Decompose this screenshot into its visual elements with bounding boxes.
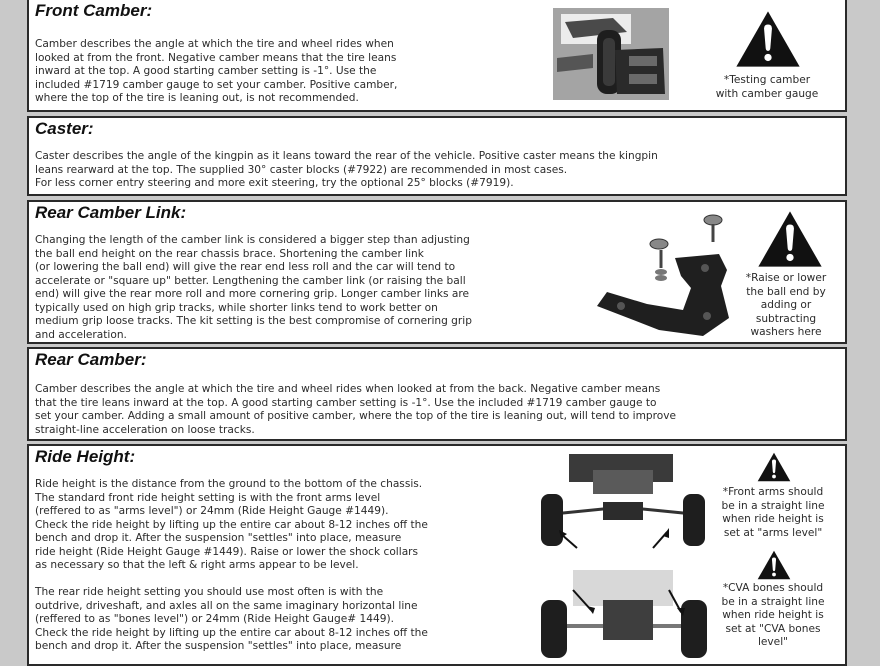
front-ride-height-note: *Front arms should be in a straight line when ride height is set at "arms level" (721, 486, 825, 539)
ride-height-text: Ride height is the distance from the ground to the bottom of the chassis. The standard front ride height setting is with the front arms level (reffered to as "arms level") or 24mm (Ride Height Gauge #1449). Check the ride height by lifting up the entire car about 8-12 inches off the bench and drop it. After the suspension "settles" into place, measure ride height (Ride Height Gauge #1449). Raise or lower the shock collars as necessary so that the left & right arms appear to be level. The rear ride height setting you should use most often is with the outdrive, driveshaft, and axles all on the same imaginary horizontal line (reffered to as "bones level") or 24mm (Ride Height Gauge# 1449). Check the ride height by lifting up the entire car about 8-12 inches off the bench and drop it. After the suspension "settles" into place, measure (35, 478, 428, 652)
chassis-brace-photo (595, 210, 731, 338)
ride-height-heading: Ride Height: (35, 447, 136, 466)
warning-icon (735, 10, 801, 68)
front-camber-text: Camber describes the angle at which the tire and wheel rides when looked at from the front. Negative camber means that the tire leans inward at the top. A good starting camber setting is -1°. Use the included #1719 camber gauge to set your camber. Positive camber, where the top of the tire is leaning out, is not recommended. (35, 38, 398, 104)
rear-camber-link-panel (27, 200, 847, 344)
caster-panel (27, 116, 847, 196)
rear-camber-link-note: *Raise or lower the ball end by adding or subtracting washers here (745, 272, 827, 338)
ride-height-photo (533, 450, 713, 664)
front-camber-heading: Front Camber: (35, 1, 153, 20)
rear-camber-heading: Rear Camber: (35, 350, 147, 369)
camber-gauge-photo (553, 8, 669, 100)
rear-camber-link-text: Changing the length of the camber link is considered a bigger step than adjusting the ball end height on the rear chassis brace. Shortening the camber link (or lowering the ball end) will give the rear end less roll and the car will tend to accelerate or "square up" better. Lengthening the camber link (or raising the ball end) will give the rear more roll and more cornering grip. Longer camber links are typically used on high grip tracks, while shorter links tend to work better on medium grip loose tracks. The kit setting is the best compromise of cornering grip and acceleration. (35, 234, 472, 341)
rear-camber-link-heading: Rear Camber Link: (35, 203, 187, 222)
front-camber-panel (27, 0, 847, 112)
rear-camber-text: Camber describes the angle at which the tire and wheel rides when looked at from the back. Negative camber means that the tire leans inward at the top. A good starting camber setting is -1°. Use the included #1719 camber gauge to set your camber. Adding a small amount of positive camber, where the top of the tire is leaning out, will tend to improve straight-line acceleration on loose tracks. (35, 383, 677, 436)
warning-icon (757, 452, 791, 482)
warning-icon (757, 550, 791, 580)
front-camber-note: *Testing camber with camber gauge (715, 74, 819, 100)
caster-text: Caster describes the angle of the kingpin as it leans toward the rear of the vehicle. Positive caster means the kingpin leans rearward at the top. The supplied 30° caster blocks (#7922) are recommended in most cases. For less corner entry steering and more exit steering, try the optional 25° blocks (#7919). (35, 150, 658, 189)
ride-height-panel (27, 444, 847, 666)
rear-ride-height-note: *CVA bones should be in a straight line when ride height is set at "CVA bones level" (721, 582, 825, 648)
caster-heading: Caster: (35, 119, 94, 138)
warning-icon (757, 210, 823, 268)
rear-camber-panel (27, 347, 847, 441)
